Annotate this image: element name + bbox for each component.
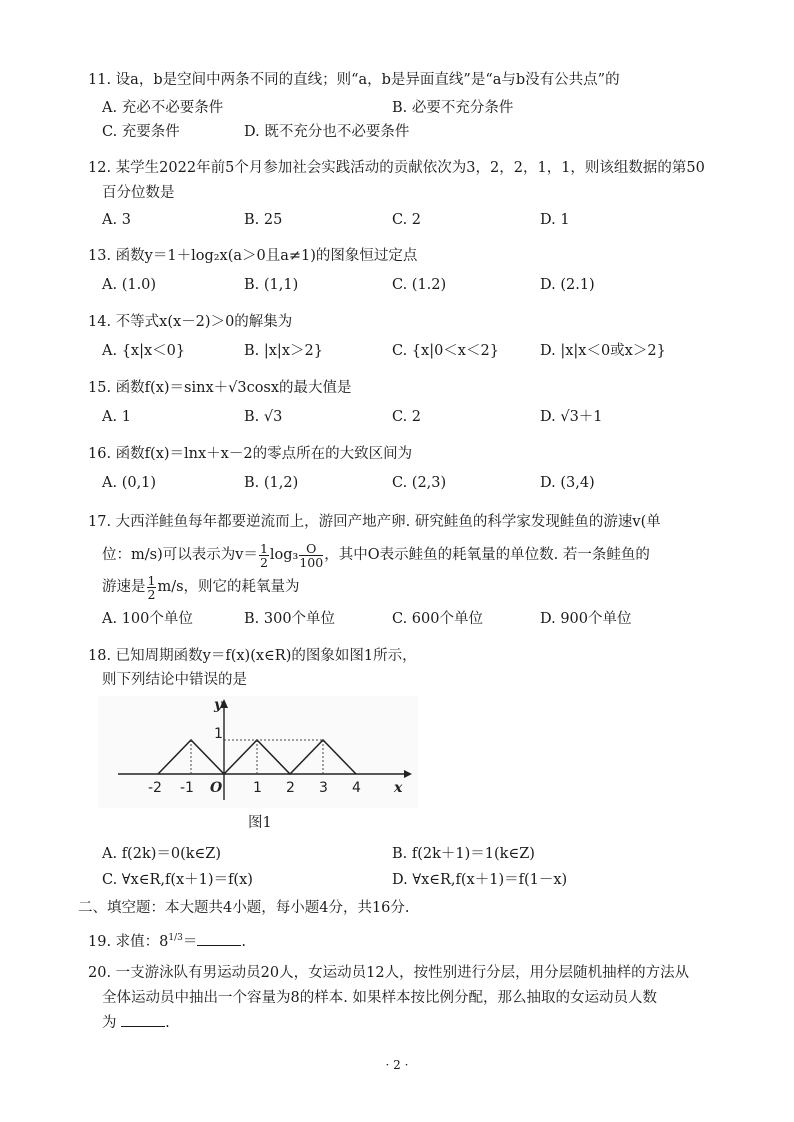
q13-option-a: A. (1.0) [102, 277, 157, 293]
q18-option-c: C. ∀x∈R,f(x＋1)＝f(x) [102, 872, 253, 888]
fraction-numerator: 1 [259, 540, 268, 556]
q18-option-d: D. ∀x∈R,f(x＋1)＝f(1－x) [392, 872, 568, 888]
q17-line3-part-a: 游速是 [102, 579, 146, 595]
y-axis-label: y [214, 697, 223, 713]
q14-option-b: B. |x|x＞2} [244, 343, 323, 359]
fraction-numerator: 1 [147, 572, 156, 588]
x-tick-label: -2 [148, 780, 162, 796]
y-tick-label: 1 [214, 726, 223, 742]
question-11-stem: 11. 设a，b是空间中两条不同的直线；则“a，b是异面直线”是“a与b没有公共点”的 [88, 72, 620, 88]
q18-option-a: A. f(2k)＝0(k∈Z) [102, 846, 222, 862]
q17-option-a: A. 100个单位 [102, 611, 193, 627]
q17-fraction-one-half [259, 542, 269, 569]
q17-fraction-one-half-speed [147, 574, 157, 601]
q13-option-d: D. (2.1) [540, 277, 595, 293]
q19-exponent: 1/3 [168, 933, 183, 943]
q11-option-a: A. 充必不必要条件 [102, 100, 224, 116]
question-17-line2 [102, 540, 724, 570]
q11-option-b: B. 必要不充分条件 [392, 100, 514, 116]
x-axis-label: x [394, 780, 403, 796]
question-20-line1: 20. 一支游泳队有男运动员20人，女运动员12人，按性别进行分层，用分层随机抽样的方法从 [88, 965, 690, 981]
figure-caption: 图1 [248, 815, 272, 831]
q11-option-c: C. 充要条件 [102, 124, 180, 140]
q17-line2-part-b: log₃ [269, 547, 299, 563]
q16-option-d: D. (3,4) [540, 475, 595, 491]
q17-option-c: C. 600个单位 [392, 611, 483, 627]
origin-label: O [210, 780, 223, 796]
q15-option-b: B. √3 [244, 409, 283, 425]
question-17-line1: 17. 大西洋鲑鱼每年都要逆流而上，游回产地产卵. 研究鲑鱼的科学家发现鲑鱼的游速v(单 [88, 514, 661, 530]
section-heading-fill-in: 二、填空题：本大题共4小题，每小题4分，共16分. [78, 900, 410, 916]
fraction-denominator: 2 [259, 554, 268, 570]
q13-option-b: B. (1,1) [244, 277, 299, 293]
q16-option-a: A. (0,1) [102, 475, 157, 491]
x-tick-label: 3 [319, 780, 328, 796]
question-14-stem: 14. 不等式x(x－2)＞0的解集为 [88, 314, 293, 330]
x-tick-label: 2 [286, 780, 295, 796]
question-15-stem: 15. 函数f(x)＝sinx＋√3cosx的最大值是 [88, 380, 352, 396]
q20-line3-prefix: 为 [102, 1015, 117, 1031]
page-number: · 2 · [385, 1058, 409, 1072]
q15-option-d: D. √3＋1 [540, 409, 603, 425]
q17-option-b: B. 300个单位 [244, 611, 336, 627]
q20-end-period: . [165, 1015, 170, 1031]
q16-option-c: C. (2,3) [392, 475, 447, 491]
q19-prefix: 19. 求值：8 [88, 933, 169, 950]
fraction-denominator: 2 [147, 586, 156, 602]
question-19 [88, 928, 724, 952]
x-tick-label: 4 [352, 780, 361, 796]
question-12-stem-line2: 百分位数是 [102, 185, 175, 201]
q18-option-b: B. f(2k＋1)＝1(k∈Z) [392, 846, 535, 862]
q17-line2-part-a: 位：m/s)可以表示为v＝ [102, 547, 258, 563]
q17-line3-part-b: m/s，则它的耗氧量为 [157, 579, 300, 595]
q15-option-a: A. 1 [102, 409, 131, 425]
q14-option-c: C. {x|0＜x＜2} [392, 343, 499, 359]
q13-option-c: C. (1.2) [392, 277, 447, 293]
q15-option-c: C. 2 [392, 409, 422, 425]
q12-option-c: C. 2 [392, 212, 422, 228]
q19-answer-blank[interactable] [197, 931, 241, 946]
periodic-function-graph [98, 696, 418, 808]
question-18-stem-line1: 18. 已知周期函数y＝f(x)(x∈R)的图象如图1所示， [88, 648, 417, 664]
q19-end-period: . [241, 933, 246, 950]
question-12-stem-line1: 12. 某学生2022年前5个月参加社会实践活动的贡献依次为3，2，2，1，1，则该组数据的第50 [88, 160, 705, 176]
q20-answer-blank[interactable] [121, 1012, 165, 1027]
question-18-stem-line2: 则下列结论中错误的是 [102, 672, 247, 688]
x-tick-label: 1 [253, 780, 262, 796]
x-tick-label: -1 [180, 780, 194, 796]
q12-option-b: B. 25 [244, 212, 283, 228]
fraction-numerator: O [299, 542, 323, 556]
q14-option-d: D. |x|x＜0或x＞2} [540, 343, 666, 359]
question-20-line3 [102, 1012, 724, 1033]
q12-option-d: D. 1 [540, 212, 570, 228]
q11-option-d: D. 既不充分也不必要条件 [244, 124, 410, 140]
q12-option-a: A. 3 [102, 212, 131, 228]
question-16-stem: 16. 函数f(x)＝lnx＋x－2的零点所在的大致区间为 [88, 446, 413, 462]
q17-fraction-o-over-100 [299, 542, 323, 569]
q19-equals: ＝ [182, 933, 198, 950]
q16-option-b: B. (1,2) [244, 475, 299, 491]
q17-option-d: D. 900个单位 [540, 611, 632, 627]
question-20-line2: 全体运动员中抽出一个容量为8的样本. 如果样本按比例分配，那么抽取的女运动员人数 [102, 990, 657, 1006]
q17-line2-part-c: ，其中O表示鲑鱼的耗氧量的单位数. 若一条鲑鱼的 [324, 547, 650, 563]
question-17-line3 [102, 572, 724, 602]
question-13-stem: 13. 函数y＝1＋log₂x(a＞0且a≠1)的图象恒过定点 [88, 248, 418, 264]
q14-option-a: A. {x|x＜0} [102, 343, 186, 359]
fraction-denominator: 100 [299, 554, 324, 570]
